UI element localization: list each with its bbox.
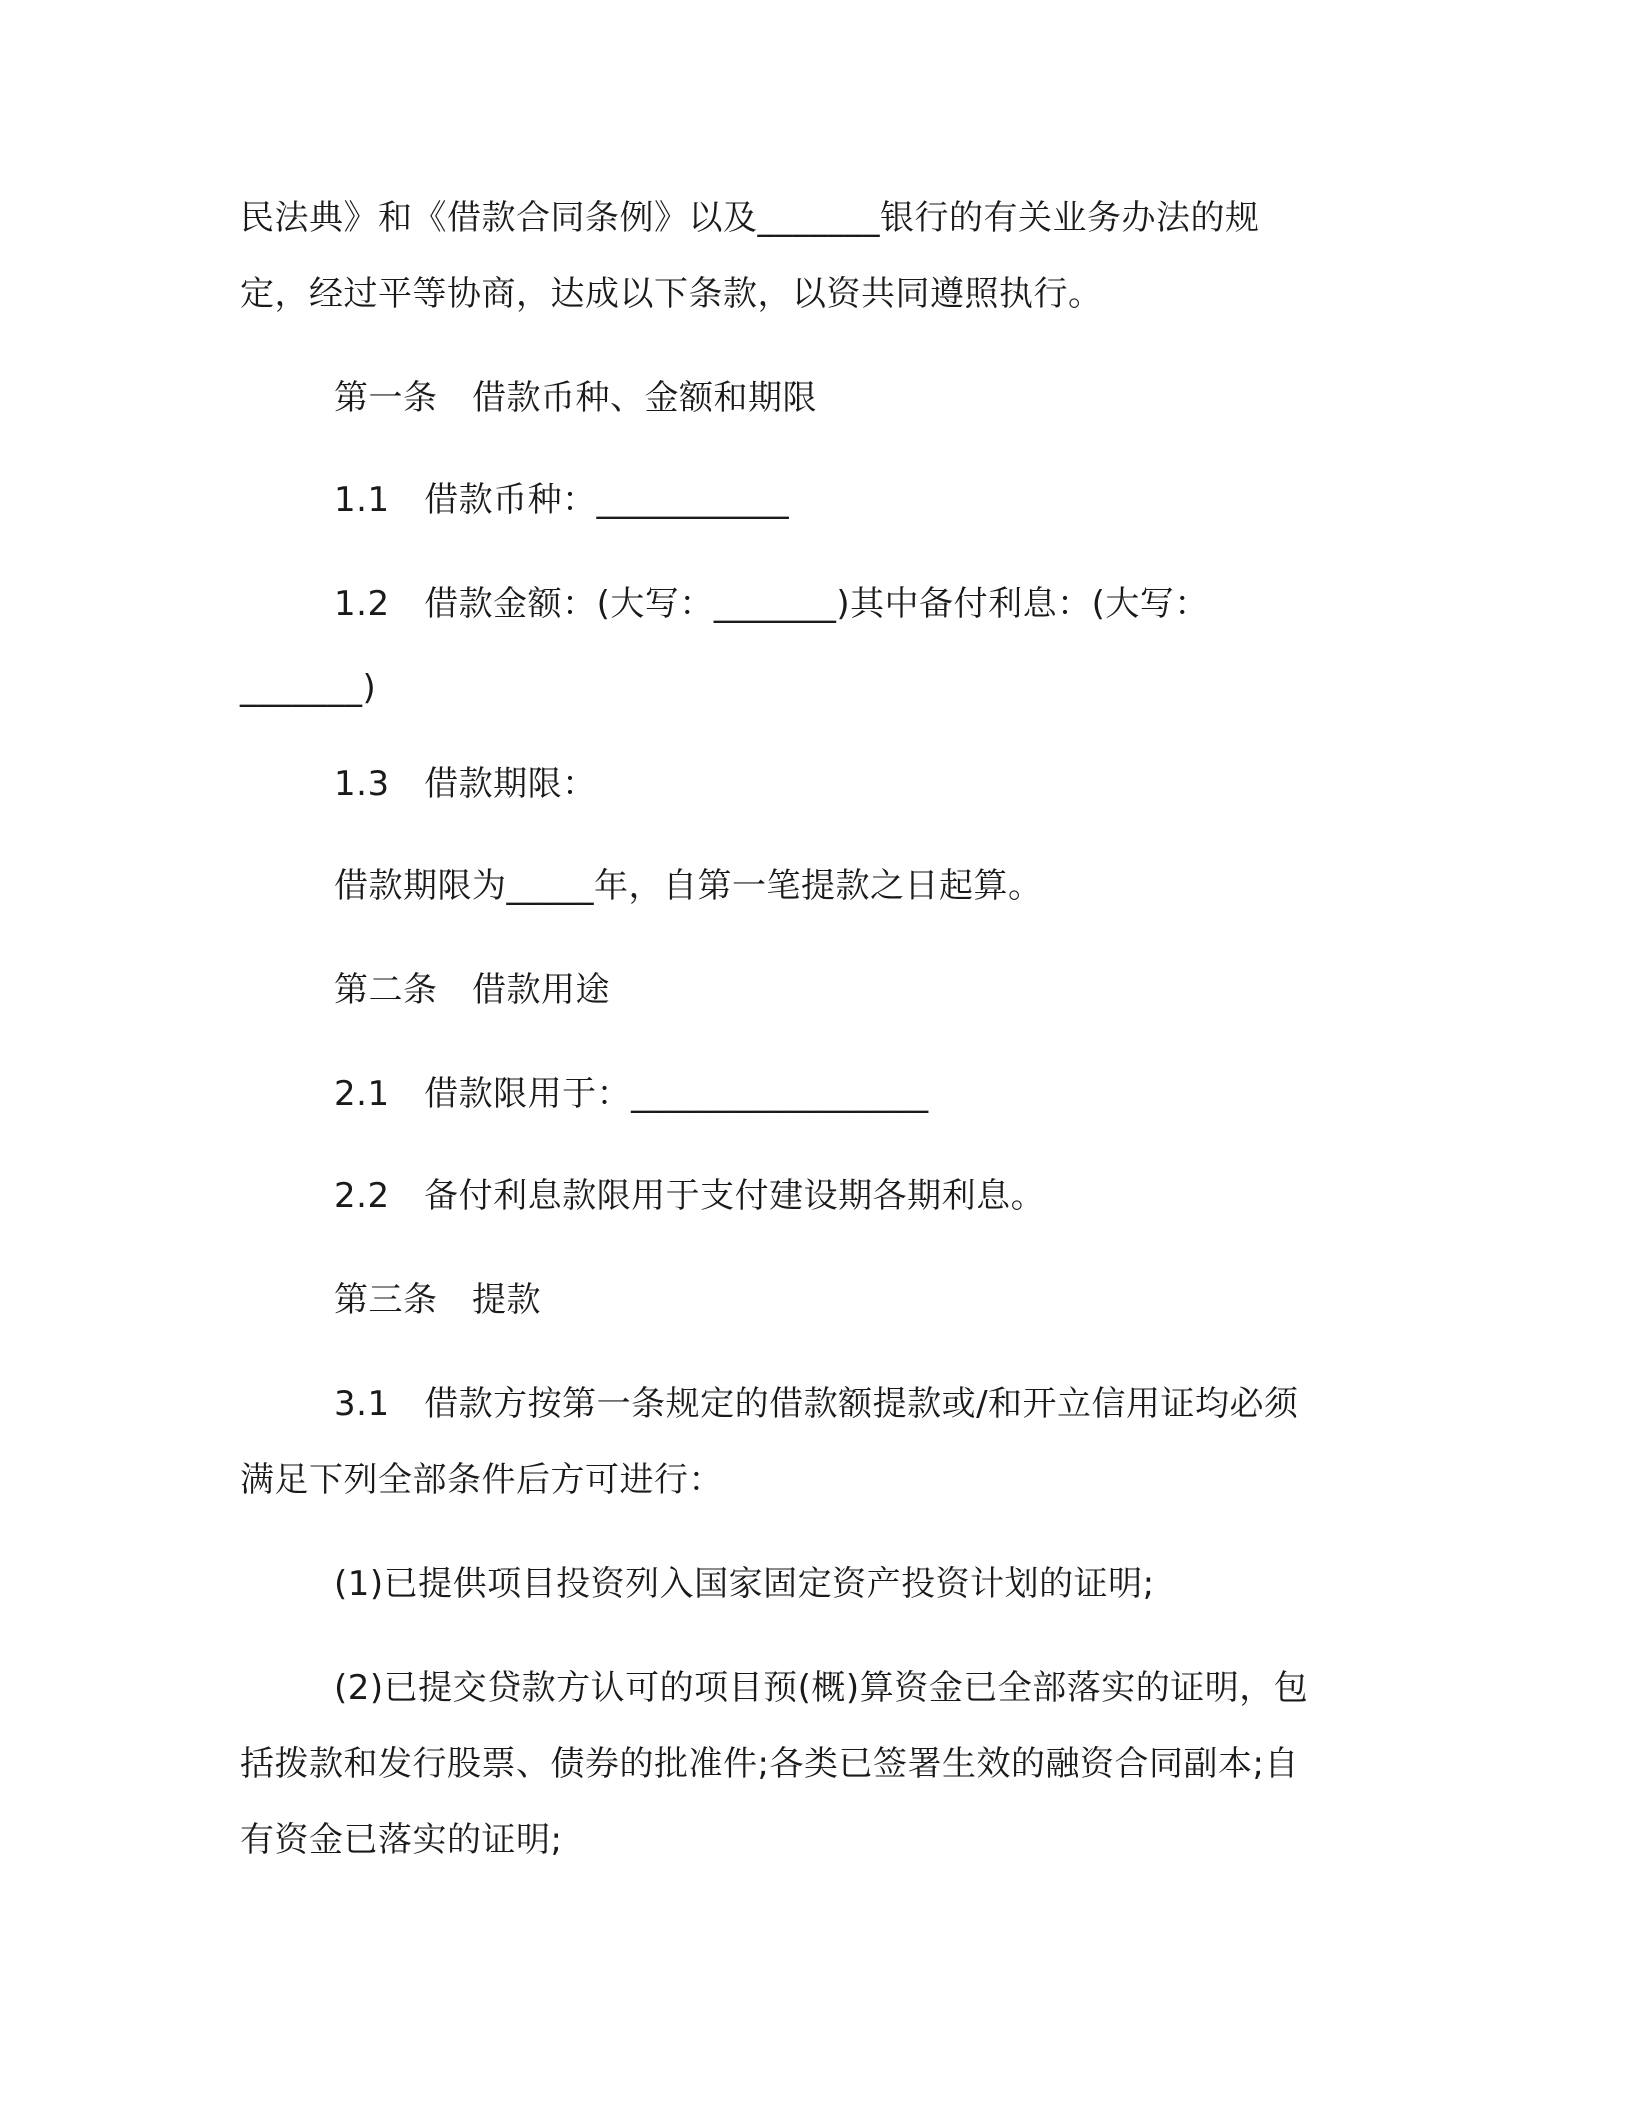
article-heading: 第三条 提款 [334,1280,541,1320]
clause-line: 1.2 借款金额：(大写：_______)其中备付利息：(大写： [334,584,1209,624]
clause-line: _______) [240,668,377,708]
list-item: (2)已提交贷款方认可的项目预(概)算资金已全部落实的证明，包 [334,1668,1309,1708]
article-heading: 第二条 借款用途 [334,970,610,1010]
clause-line: 3.1 借款方按第一条规定的借款额提款或/和开立信用证均必须 [334,1384,1299,1424]
list-item: (1)已提供项目投资列入国家固定资产投资计划的证明; [334,1564,1155,1604]
paragraph-line: 民法典》和《借款合同条例》以及_______银行的有关业务办法的规 [240,198,1260,238]
paragraph-line: 借款期限为_____年，自第一笔提款之日起算。 [334,866,1043,906]
list-item: 括拨款和发行股票、债券的批准件;各类已签署生效的融资合同副本;自 [240,1744,1299,1784]
paragraph-line: 定，经过平等协商，达成以下条款，以资共同遵照执行。 [240,274,1103,314]
clause-line: 2.1 借款限用于：_________________ [334,1074,929,1114]
clause-line: 2.2 备付利息款限用于支付建设期各期利息。 [334,1176,1046,1216]
list-item: 有资金已落实的证明; [240,1820,563,1860]
article-heading: 第一条 借款币种、金额和期限 [334,378,817,418]
clause-line: 1.1 借款币种：___________ [334,480,790,520]
clause-line: 满足下列全部条件后方可进行： [240,1460,723,1500]
clause-line: 1.3 借款期限： [334,764,597,804]
